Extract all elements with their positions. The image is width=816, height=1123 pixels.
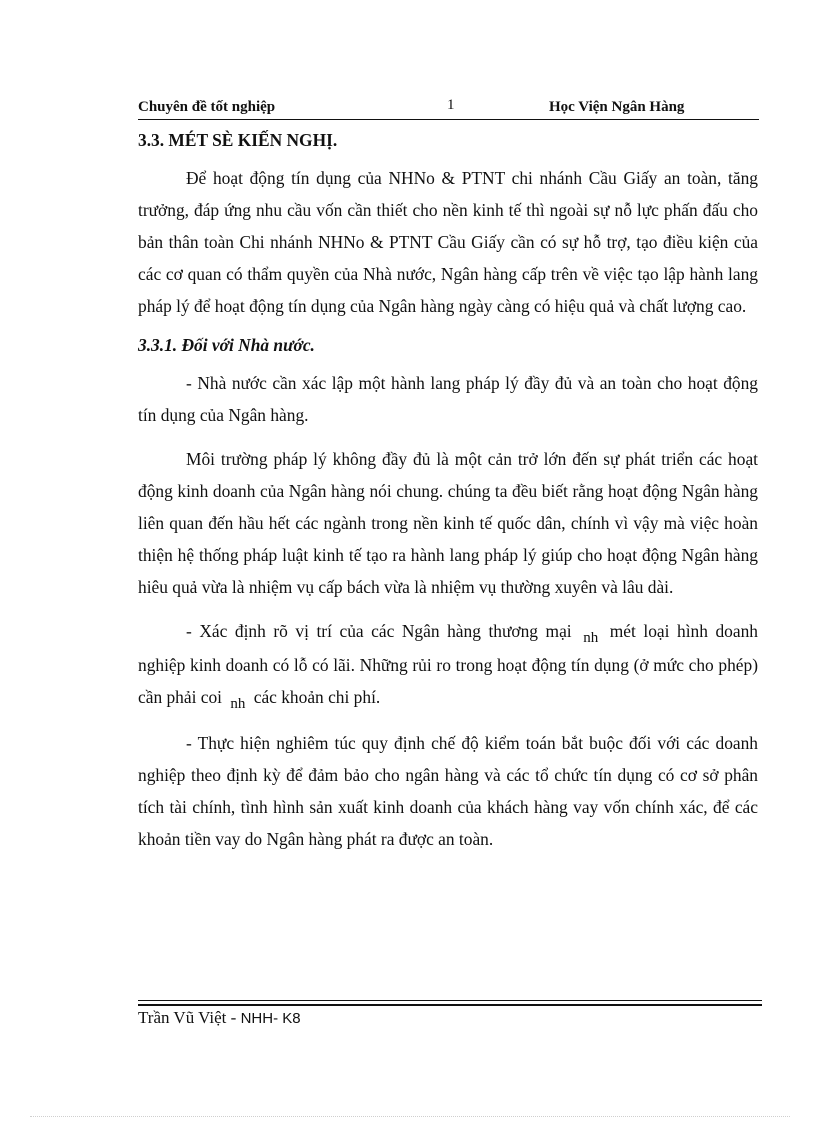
intro-paragraph: Để hoạt động tín dụng của NHNo & PTNT chi nhánh Cầu Giấy an toàn, tăng trưởng, đáp ứng nhu cầu vốn cần thiết cho nền kinh tế thì ngoài sự nỗ lực phấn đấu cho bản thân toàn Chi nhánh NHNo & PTNT Cầu Giấy cần có sự hỗ trợ, tạo điều kiện của các cơ quan có thẩm quyền của Nhà nước, Ngân hàng cấp trên về việc tạo lập hành lang pháp lý để hoạt động tín dụng của Ngân hàng ngày càng có hiệu quả và chất lượng cao. xyxy=(138,168,758,316)
page-header xyxy=(138,97,759,119)
paragraph-legal-framework: - Nhà nước cần xác lập một hành lang pháp lý đầy đủ và an toàn cho hoạt động tín dụng của Ngân hàng. xyxy=(138,373,758,425)
document-body xyxy=(138,124,758,855)
section-heading: 3.3. MÉT SÈ KIẾN NGHỊ. xyxy=(138,130,338,150)
text-run: các khoản chi phí. xyxy=(253,687,381,707)
subscript-nh: nh xyxy=(230,696,246,712)
page-footer xyxy=(138,1008,301,1028)
subsection-heading: 3.3.1. Đối với Nhà nước. xyxy=(138,335,315,355)
paragraph-bank-position xyxy=(138,615,758,715)
text-run: - Xác định rõ vị trí của các Ngân hàng thương mại xyxy=(186,621,572,641)
footer-rule-thin xyxy=(138,1000,762,1001)
header-title: Chuyên đề tốt nghiệp xyxy=(138,99,276,115)
paragraph-audit: - Thực hiện nghiêm túc quy định chế độ kiểm toán bắt buộc đối với các doanh nghiệp theo định kỳ để đảm bảo cho ngân hàng và các tổ chức tín dụng có cơ sở phân tích tài chính, tình hình sản xuất kinh doanh của khách hàng vay vốn chính xác, để các khoản tiền vay do Ngân hàng phát ra được an toàn. xyxy=(138,733,758,849)
header-institution: Học Viện Ngân Hàng xyxy=(549,99,685,115)
paragraph-legal-environment: Môi trường pháp lý không đầy đủ là một cản trở lớn đến sự phát triển các hoạt động kinh doanh của Ngân hàng nói chung. chúng ta đều biết rằng hoạt động Ngân hàng liên quan đến hầu hết các ngành trong nền kinh tế quốc dân, chính vì vậy mà việc hoàn thiện hệ thống pháp luật kinh tế tạo ra hành lang pháp lý giúp cho hoạt động Ngân hàng hiêu quả vừa là nhiệm vụ cấp bách vừa là nhiệm vụ thường xuyên và lâu dài. xyxy=(138,449,758,597)
subscript-nh: nh xyxy=(583,630,599,646)
footer-rule-thick xyxy=(138,1004,762,1006)
header-rule xyxy=(138,119,759,120)
footer-class-code: NHH- K8 xyxy=(240,1010,301,1027)
text-run: mét loại hình doanh nghiệp kinh doanh có lỗ có lãi. Những rủi ro trong hoạt động tín dụng (ở mức cho phép) cần phải coi xyxy=(138,621,758,707)
page-edge-dots xyxy=(30,1116,790,1118)
page-number: 1 xyxy=(447,97,455,113)
footer-author: Trần Vũ Việt - xyxy=(138,1008,237,1027)
